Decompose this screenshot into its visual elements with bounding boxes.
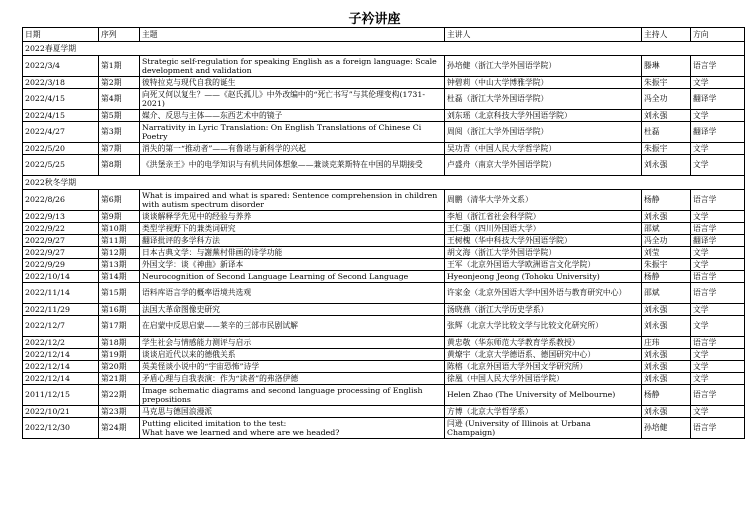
cell-date: 2022/12/30: [23, 418, 99, 439]
cell-seq: 第11期: [99, 235, 140, 247]
cell-speaker: Helen Zhao (The University of Melbourne): [445, 385, 642, 406]
cell-seq: 第19期: [99, 349, 140, 361]
table-row: [23, 283, 745, 304]
cell-speaker: 刘东瑶（北京科技大学外国语学院）: [445, 110, 642, 122]
cell-topic: 类型学视野下的兼类词研究: [140, 223, 445, 235]
cell-date: 2022/11/29: [23, 304, 99, 316]
col-header-speaker: 主讲人: [445, 28, 642, 42]
table-row: [23, 77, 745, 89]
cell-speaker: 卢盛舟（南京大学外国语学院）: [445, 155, 642, 176]
cell-field: 翻译学: [691, 235, 745, 247]
cell-date: 2022/9/22: [23, 223, 99, 235]
cell-speaker: 王仁强（四川外国语大学）: [445, 223, 642, 235]
section-title: 2022秋冬学期: [23, 176, 745, 190]
table-row: [23, 89, 745, 110]
cell-seq: 第6期: [99, 190, 140, 211]
cell-field: 文学: [691, 247, 745, 259]
cell-speaker: 王树槐（华中科技大学外国语学院）: [445, 235, 642, 247]
col-header-date: 日期: [23, 28, 99, 42]
cell-host: 杨静: [642, 385, 691, 406]
cell-field: 文学: [691, 143, 745, 155]
table-row: [23, 304, 745, 316]
cell-host: 邵斌: [642, 223, 691, 235]
cell-field: 语言学: [691, 56, 745, 77]
col-header-host: 主持人: [642, 28, 691, 42]
cell-host: 刘永强: [642, 349, 691, 361]
cell-topic: 翻译批评的多学科方法: [140, 235, 445, 247]
cell-seq: 第17期: [99, 316, 140, 337]
cell-field: 语言学: [691, 283, 745, 304]
table-row: [23, 143, 745, 155]
cell-field: 文学: [691, 361, 745, 373]
cell-host: 朱振宇: [642, 77, 691, 89]
cell-topic: 消失的第一“推动者”——有鲁诺与新科学的兴起: [140, 143, 445, 155]
cell-date: 2022/4/27: [23, 122, 99, 143]
cell-host: 刘永强: [642, 110, 691, 122]
cell-seq: 第14期: [99, 271, 140, 283]
cell-date: 2022/9/27: [23, 247, 99, 259]
table-row: [23, 337, 745, 349]
cell-host: 杜磊: [642, 122, 691, 143]
cell-host: 杨静: [642, 190, 691, 211]
cell-topic: Neurocognition of Second Language Learning of Second Language: [140, 271, 445, 283]
cell-date: 2022/12/14: [23, 373, 99, 385]
col-header-seq: 序列: [99, 28, 140, 42]
cell-host: 朱振宇: [642, 259, 691, 271]
cell-topic: 媒介、反思与主体——东西艺术中的镜子: [140, 110, 445, 122]
table-row: [23, 155, 745, 176]
cell-topic: 语料库语言学的概率语境共选观: [140, 283, 445, 304]
page-title: 子衿讲座: [348, 12, 401, 27]
cell-host: 冯全功: [642, 89, 691, 110]
cell-topic: Strategic self-regulation for speaking English as a foreign language: Scale development and validation: [140, 56, 445, 77]
cell-topic: 日本古典文学：与謝蕪村俳画的诗学功能: [140, 247, 445, 259]
table-row: [23, 110, 745, 122]
cell-seq: 第4期: [99, 89, 140, 110]
cell-host: 朱振宇: [642, 143, 691, 155]
cell-date: 2022/12/2: [23, 337, 99, 349]
table-row: [23, 211, 745, 223]
cell-seq: 第12期: [99, 247, 140, 259]
cell-seq: 第23期: [99, 406, 140, 418]
cell-field: 文学: [691, 259, 745, 271]
cell-seq: 第10期: [99, 223, 140, 235]
cell-date: 2022/12/14: [23, 361, 99, 373]
table-row: [23, 271, 745, 283]
cell-speaker: 胡文海（浙江大学外国语学院）: [445, 247, 642, 259]
cell-seq: 第1期: [99, 56, 140, 77]
cell-topic: 谈谈解释学先见中的经验与养养: [140, 211, 445, 223]
col-header-topic: 主题: [140, 28, 445, 42]
cell-host: 孙培健: [642, 418, 691, 439]
cell-topic: 《洪堡亲王》中的电学知识与有机共同体想象——兼谈克莱斯特在中国的早期接受: [140, 155, 445, 176]
cell-speaker: 王军（北京外国语大学欧洲语言文化学院）: [445, 259, 642, 271]
cell-topic: 法国大革命图像史研究: [140, 304, 445, 316]
cell-host: 刘永强: [642, 211, 691, 223]
cell-date: 2022/3/4: [23, 56, 99, 77]
cell-field: 文学: [691, 373, 745, 385]
table-row: [23, 223, 745, 235]
section-row: [23, 176, 745, 190]
cell-field: 文学: [691, 316, 745, 337]
cell-field: 语言学: [691, 337, 745, 349]
cell-date: 2022/11/14: [23, 283, 99, 304]
cell-seq: 第21期: [99, 373, 140, 385]
cell-field: 文学: [691, 349, 745, 361]
cell-date: 2022/9/29: [23, 259, 99, 271]
cell-speaker: 闫逊 (University of Illinois at Urbana Champaign): [445, 418, 642, 439]
cell-field: 语言学: [691, 271, 745, 283]
cell-seq: 第9期: [99, 211, 140, 223]
table-row: [23, 247, 745, 259]
cell-field: 翻译学: [691, 89, 745, 110]
section-row: [23, 42, 745, 56]
cell-date: 2011/12/15: [23, 385, 99, 406]
cell-host: 刘永强: [642, 361, 691, 373]
cell-host: 刘永强: [642, 373, 691, 385]
cell-seq: 第22期: [99, 385, 140, 406]
table-row: [23, 122, 745, 143]
cell-topic: 彼特拉克与现代自我的诞生: [140, 77, 445, 89]
cell-speaker: 周鹏（清华大学外文系）: [445, 190, 642, 211]
table-row: [23, 349, 745, 361]
cell-field: 文学: [691, 77, 745, 89]
cell-speaker: 周阅（浙江大学外国语学院）: [445, 122, 642, 143]
cell-field: 语言学: [691, 190, 745, 211]
cell-date: 2022/8/26: [23, 190, 99, 211]
cell-speaker: 徐凰（中国人民大学外国语学院）: [445, 373, 642, 385]
cell-topic: Narrativity in Lyric Translation: On English Translations of Chinese Ci Poetry: [140, 122, 445, 143]
cell-host: 刘莹: [642, 247, 691, 259]
cell-seq: 第2期: [99, 77, 140, 89]
cell-field: 翻译学: [691, 122, 745, 143]
cell-speaker: 方博（北京大学哲学系）: [445, 406, 642, 418]
cell-field: 文学: [691, 304, 745, 316]
cell-seq: 第3期: [99, 122, 140, 143]
cell-host: 刘永强: [642, 406, 691, 418]
cell-field: 语言学: [691, 223, 745, 235]
cell-topic: 外国文学：谈《神曲》新译本: [140, 259, 445, 271]
cell-topic: 英美怪谈小说中的“宇宙恐怖”诗学: [140, 361, 445, 373]
cell-topic: Putting elicited imitation to the test: What have we learned and where are we headed?: [140, 418, 445, 439]
table-row: [23, 406, 745, 418]
header-row: [23, 28, 745, 42]
cell-field: 语言学: [691, 385, 745, 406]
cell-topic: Image schematic diagrams and second language processing of English prepositions: [140, 385, 445, 406]
section-title: 2022春夏学期: [23, 42, 745, 56]
cell-seq: 第13期: [99, 259, 140, 271]
cell-speaker: 许家金（北京外国语大学中国外语与教育研究中心）: [445, 283, 642, 304]
cell-field: 文学: [691, 110, 745, 122]
cell-date: 2022/9/27: [23, 235, 99, 247]
cell-host: 刘永强: [642, 304, 691, 316]
cell-date: 2022/12/14: [23, 349, 99, 361]
cell-speaker: 汤晓燕（浙江大学历史学系）: [445, 304, 642, 316]
cell-speaker: 吴功青（中国人民大学哲学院）: [445, 143, 642, 155]
cell-host: 刘永强: [642, 155, 691, 176]
cell-date: 2022/9/13: [23, 211, 99, 223]
table-row: [23, 56, 745, 77]
cell-field: 语言学: [691, 418, 745, 439]
cell-seq: 第8期: [99, 155, 140, 176]
cell-speaker: Hyeonjeong Jeong (Tohoku University): [445, 271, 642, 283]
cell-field: 文学: [691, 211, 745, 223]
cell-host: 庄玮: [642, 337, 691, 349]
cell-topic: 马克思与德国浪漫派: [140, 406, 445, 418]
cell-host: 刘永强: [642, 316, 691, 337]
cell-date: 2022/12/7: [23, 316, 99, 337]
table-row: [23, 259, 745, 271]
cell-speaker: 杜磊（浙江大学外国语学院）: [445, 89, 642, 110]
cell-field: 文学: [691, 406, 745, 418]
lecture-table: [22, 27, 745, 439]
cell-speaker: 黄忠敬（华东师范大学教育学系教授）: [445, 337, 642, 349]
cell-topic: What is impaired and what is spared: Sentence comprehension in children with autism spectrum disorder: [140, 190, 445, 211]
cell-date: 2022/3/18: [23, 77, 99, 89]
cell-host: 邵斌: [642, 283, 691, 304]
cell-seq: 第7期: [99, 143, 140, 155]
table-row: [23, 373, 745, 385]
table-row: [23, 235, 745, 247]
cell-topic: 学生社会与情感能力测评与启示: [140, 337, 445, 349]
cell-speaker: 孙培健（浙江大学外国语学院）: [445, 56, 642, 77]
cell-seq: 第15期: [99, 283, 140, 304]
cell-speaker: 李旭（浙江省社会科学院）: [445, 211, 642, 223]
cell-host: 滕琳: [642, 56, 691, 77]
cell-seq: 第18期: [99, 337, 140, 349]
table-row: [23, 418, 745, 439]
cell-field: 文学: [691, 155, 745, 176]
table-row: [23, 361, 745, 373]
table-row: [23, 190, 745, 211]
cell-host: 杨静: [642, 271, 691, 283]
cell-host: 冯全功: [642, 235, 691, 247]
cell-speaker: 钟碧莉（中山大学博雅学院）: [445, 77, 642, 89]
cell-topic: 谈谈启近代以来的德俄关系: [140, 349, 445, 361]
cell-date: 2022/10/14: [23, 271, 99, 283]
cell-speaker: 陈榕（北京外国语大学外国文学研究所）: [445, 361, 642, 373]
table-row: [23, 316, 745, 337]
cell-topic: 向死又何以复生？——《赵氏孤儿》中外改编中的“死亡书写”与其伦理变构(1731-2021): [140, 89, 445, 110]
cell-date: 2022/10/21: [23, 406, 99, 418]
cell-seq: 第24期: [99, 418, 140, 439]
cell-seq: 第16期: [99, 304, 140, 316]
cell-seq: 第20期: [99, 361, 140, 373]
cell-date: 2022/5/20: [23, 143, 99, 155]
cell-speaker: 张辉（北京大学比较文学与比较文化研究所）: [445, 316, 642, 337]
cell-date: 2022/5/25: [23, 155, 99, 176]
table-row: [23, 385, 745, 406]
cell-speaker: 黄燎宇（北京大学德语系、德国研究中心）: [445, 349, 642, 361]
cell-topic: 在启蒙中反思启蒙——莱辛的三部市民剧试解: [140, 316, 445, 337]
cell-date: 2022/4/15: [23, 110, 99, 122]
cell-date: 2022/4/15: [23, 89, 99, 110]
cell-topic: 矛盾心理与自我表演：作为“读者”的弗洛伊德: [140, 373, 445, 385]
col-header-field: 方向: [691, 28, 745, 42]
cell-seq: 第5期: [99, 110, 140, 122]
